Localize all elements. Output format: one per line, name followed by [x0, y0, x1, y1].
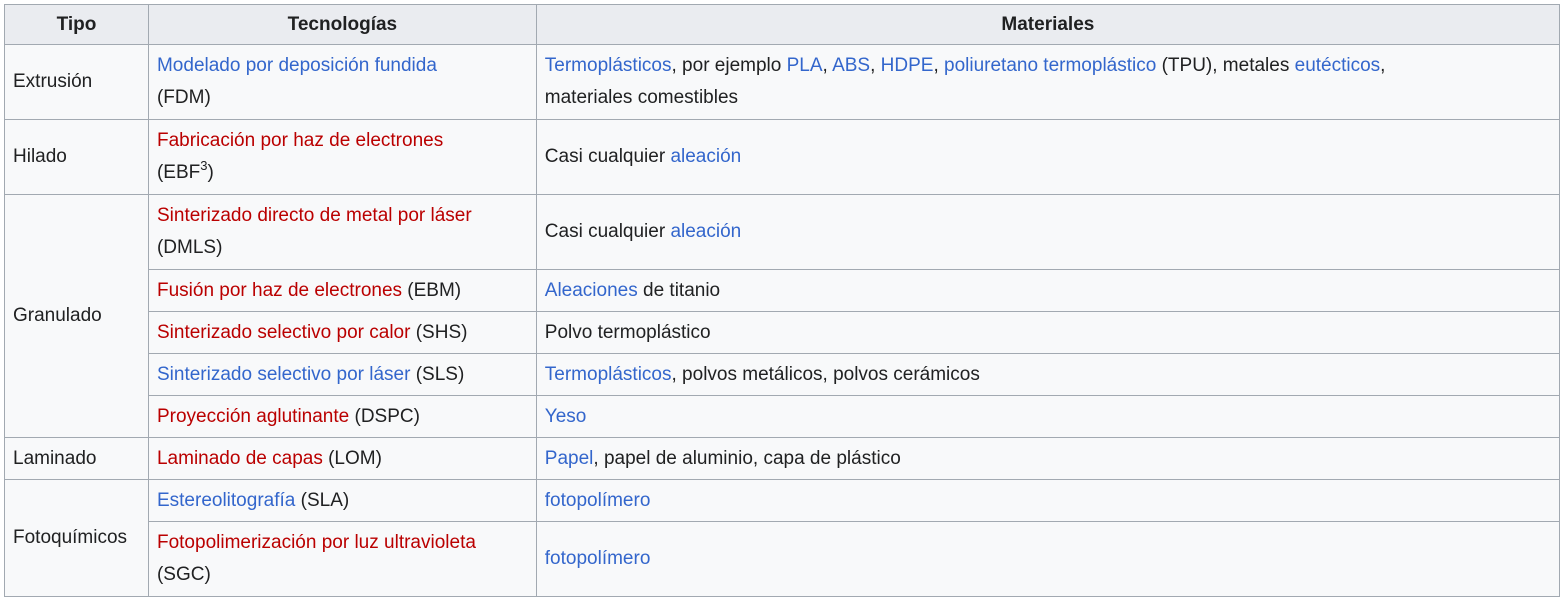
header-materiales: Materiales [536, 5, 1559, 45]
tech-cell-sls [148, 354, 536, 396]
table-row [5, 312, 1560, 354]
tech-abbr-fdm: (FDM) [156, 87, 211, 108]
tech-abbr-sla: (SLA) [295, 489, 350, 511]
table-row [5, 45, 1560, 120]
material-text: , [933, 55, 945, 76]
material-link-aleacion[interactable]: aleación [670, 221, 742, 242]
tech-cell-sgc [148, 522, 536, 597]
material-link-termoplasticos[interactable]: Termoplásticos [544, 363, 672, 385]
tech-abbr-text: (EBF [156, 162, 201, 183]
superscript: 3 [200, 157, 208, 173]
tech-abbr-dspc: (DSPC) [349, 405, 420, 427]
table-row [5, 270, 1560, 312]
tech-cell-lom [148, 438, 536, 480]
tech-link-sgc[interactable]: Fotopolimerización por luz ultravioleta [156, 532, 476, 553]
tech-link-fdm[interactable]: Modelado por deposición fundida [156, 55, 437, 76]
tech-abbr-ebf [156, 157, 214, 183]
material-text: materiales comestibles [544, 87, 739, 108]
tech-cell-fdm [148, 45, 536, 120]
material-cell-ebm [536, 270, 1559, 312]
tech-link-lom[interactable]: Laminado de capas [156, 447, 323, 469]
material-cell-fdm [536, 45, 1559, 120]
material-link-fotopolimero[interactable]: fotopolímero [544, 548, 651, 569]
tech-link-ebf[interactable]: Fabricación por haz de electrones [156, 130, 444, 151]
material-cell-ebf [536, 120, 1559, 195]
material-cell-sgc [536, 522, 1559, 597]
material-text: , por ejemplo [671, 55, 787, 76]
material-text: (TPU), metales [1156, 55, 1295, 76]
tech-cell-ebf [148, 120, 536, 195]
tipo-cell-laminado: Laminado [5, 438, 149, 480]
material-link-termoplasticos[interactable]: Termoplásticos [544, 55, 672, 76]
material-text: Casi cualquier [544, 221, 671, 242]
tech-link-dspc[interactable]: Proyección aglutinante [156, 405, 350, 427]
material-text: , polvos metálicos, polvos cerámicos [671, 363, 980, 385]
tech-link-ebm[interactable]: Fusión por haz de electrones [156, 279, 403, 301]
material-text: , [822, 55, 833, 76]
material-link-abs[interactable]: ABS [832, 55, 871, 76]
header-row [5, 5, 1560, 45]
material-text: de titanio [637, 279, 721, 301]
tech-cell-dspc [148, 396, 536, 438]
material-cell-dspc [536, 396, 1559, 438]
tech-abbr-lom: (LOM) [322, 447, 382, 469]
header-tipo: Tipo [5, 5, 149, 45]
material-cell-sla [536, 480, 1559, 522]
table-row [5, 120, 1560, 195]
tech-abbr-sls: (SLS) [410, 363, 465, 385]
material-link-aleaciones[interactable]: Aleaciones [544, 279, 638, 301]
tech-link-shs[interactable]: Sinterizado selectivo por calor [156, 321, 411, 343]
material-link-pla[interactable]: PLA [786, 55, 823, 76]
material-cell-shs: Polvo termoplástico [536, 312, 1559, 354]
tech-link-dmls[interactable]: Sinterizado directo de metal por láser [156, 205, 472, 226]
material-link-tpu[interactable]: poliuretano termoplástico [944, 55, 1157, 76]
table-row [5, 438, 1560, 480]
material-text: , [1380, 55, 1386, 76]
table-row [5, 195, 1560, 270]
tipo-cell-hilado: Hilado [5, 120, 149, 195]
material-text: , papel de aluminio, capa de plástico [593, 447, 901, 469]
material-link-hdpe[interactable]: HDPE [880, 55, 934, 76]
tech-link-sls[interactable]: Sinterizado selectivo por láser [156, 363, 411, 385]
tipo-cell-fotoquimicos: Fotoquímicos [5, 480, 149, 597]
material-link-papel[interactable]: Papel [544, 447, 594, 469]
tech-abbr-dmls: (DMLS) [156, 237, 223, 258]
material-link-fotopolimero[interactable]: fotopolímero [544, 489, 651, 511]
header-tecnologias: Tecnologías [148, 5, 536, 45]
tech-abbr-text: ) [207, 162, 214, 183]
tech-cell-ebm [148, 270, 536, 312]
tech-abbr-ebm: (EBM) [402, 279, 462, 301]
tech-abbr-sgc: (SGC) [156, 564, 211, 585]
tech-link-sla[interactable]: Estereolitografía [156, 489, 296, 511]
material-text: , [870, 55, 881, 76]
material-cell-lom [536, 438, 1559, 480]
tech-cell-shs [148, 312, 536, 354]
material-link-eutecticos[interactable]: eutécticos [1294, 55, 1381, 76]
tech-abbr-shs: (SHS) [410, 321, 468, 343]
tipo-cell-granulado: Granulado [5, 195, 149, 438]
table-row [5, 522, 1560, 597]
material-text: Casi cualquier [544, 146, 671, 167]
material-cell-sls [536, 354, 1559, 396]
table-row [5, 480, 1560, 522]
tech-cell-sla [148, 480, 536, 522]
tipo-cell-extrusion: Extrusión [5, 45, 149, 120]
table-row [5, 354, 1560, 396]
additive-manufacturing-table [4, 4, 1560, 597]
tech-cell-dmls [148, 195, 536, 270]
material-link-yeso[interactable]: Yeso [544, 405, 587, 427]
table-row [5, 396, 1560, 438]
material-cell-dmls [536, 195, 1559, 270]
material-link-aleacion[interactable]: aleación [670, 146, 742, 167]
